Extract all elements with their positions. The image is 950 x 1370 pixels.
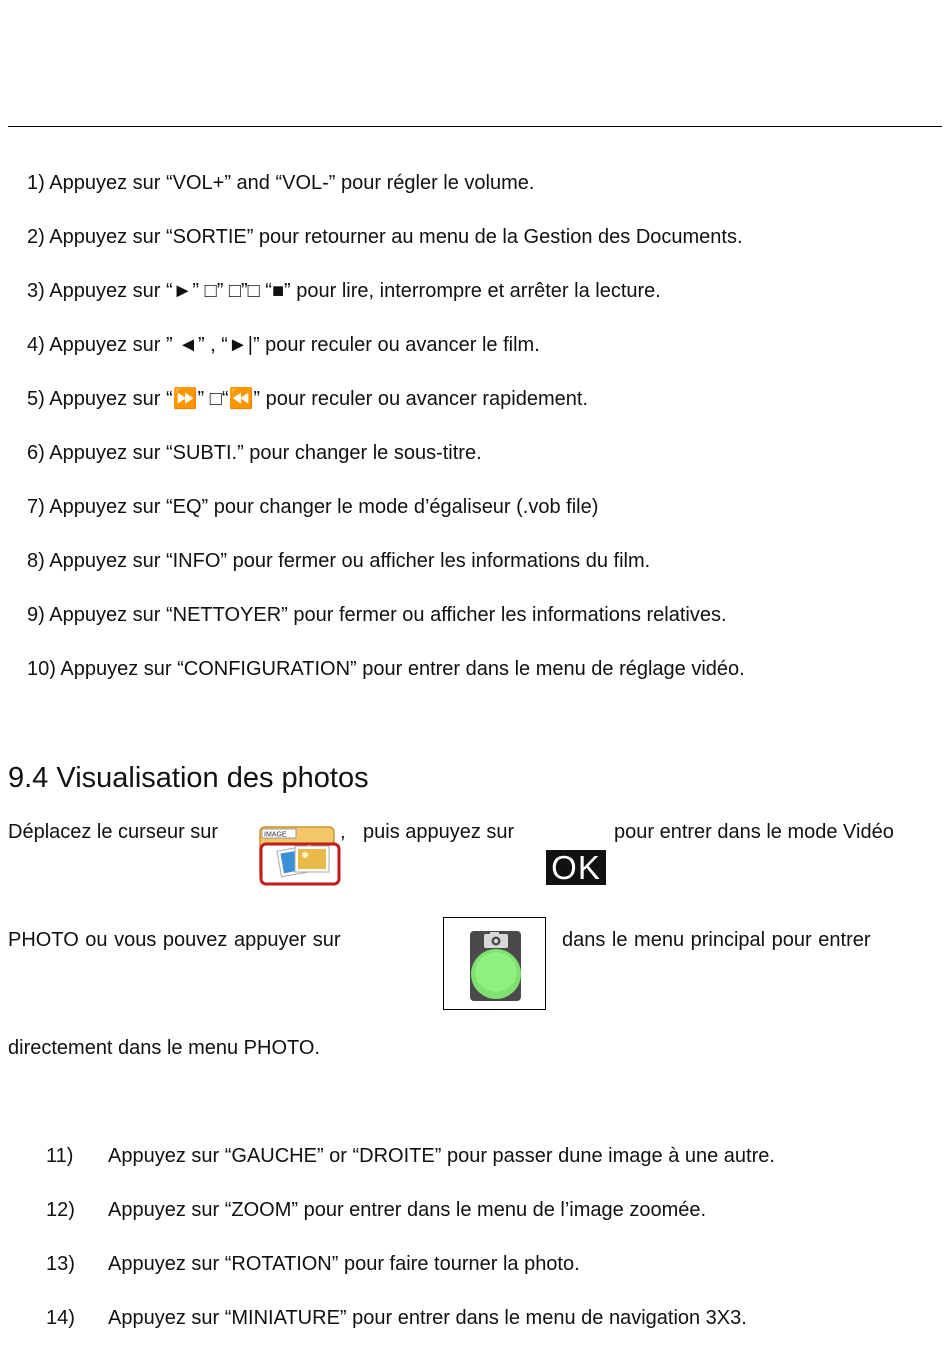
intro-text-1: Déplacez le curseur sur bbox=[8, 821, 219, 843]
list-number: 14) bbox=[46, 1307, 75, 1329]
list-item: 7) Appuyez sur “EQ” pour changer le mode d’égaliseur (.vob file) bbox=[27, 496, 599, 518]
list-number: 11) bbox=[46, 1145, 74, 1167]
list-item: Appuyez sur “GAUCHE” or “DROITE” pour passer dune image à une autre. bbox=[108, 1145, 775, 1167]
list-item: 3) Appuyez sur “►” □” □”□ “■” pour lire, interrompre et arrêter la lecture. bbox=[27, 280, 661, 302]
list-item: 1) Appuyez sur “VOL+” and “VOL-” pour régler le volume. bbox=[27, 172, 535, 194]
list-item: Appuyez sur “ROTATION” pour faire tourner la photo. bbox=[108, 1253, 580, 1275]
list-number: 12) bbox=[46, 1199, 75, 1221]
intro-text-5: PHOTO ou vous pouvez appuyer sur bbox=[8, 929, 341, 951]
list-item: 2) Appuyez sur “SORTIE” pour retourner au menu de la Gestion des Documents. bbox=[27, 226, 743, 248]
image-folder-icon bbox=[259, 824, 341, 886]
list-item: Appuyez sur “ZOOM” pour entrer dans le menu de l’image zoomée. bbox=[108, 1199, 707, 1221]
image-icon-label: IMAGE bbox=[264, 831, 287, 839]
list-item: 4) Appuyez sur ” ◄” , “►|” pour reculer ou avancer le film. bbox=[27, 334, 540, 356]
list-item: 8) Appuyez sur “INFO” pour fermer ou afficher les informations du film. bbox=[27, 550, 651, 572]
intro-text-2: , bbox=[340, 821, 346, 843]
header-rule bbox=[8, 126, 942, 127]
list-number: 13) bbox=[46, 1253, 75, 1275]
intro-text-6: dans le menu principal pour entrer bbox=[562, 929, 871, 951]
ok-button-icon: OK bbox=[546, 850, 606, 885]
list-item: 10) Appuyez sur “CONFIGURATION” pour entrer dans le menu de réglage vidéo. bbox=[27, 658, 745, 680]
list-item: 9) Appuyez sur “NETTOYER” pour fermer ou afficher les informations relatives. bbox=[27, 604, 727, 626]
photo-button-icon bbox=[443, 917, 546, 1010]
intro-text-4: pour entrer dans le mode Vidéo bbox=[614, 821, 894, 843]
intro-text-3: puis appuyez sur bbox=[363, 821, 515, 843]
list-item: Appuyez sur “MINIATURE” pour entrer dans le menu de navigation 3X3. bbox=[108, 1307, 747, 1329]
section-heading: 9.4 Visualisation des photos bbox=[8, 762, 369, 794]
intro-text-7: directement dans le menu PHOTO. bbox=[8, 1037, 320, 1059]
list-item: 5) Appuyez sur “⏩” □“⏪” pour reculer ou avancer rapidement. bbox=[27, 388, 589, 410]
list-item: 6) Appuyez sur “SUBTI.” pour changer le sous-titre. bbox=[27, 442, 482, 464]
